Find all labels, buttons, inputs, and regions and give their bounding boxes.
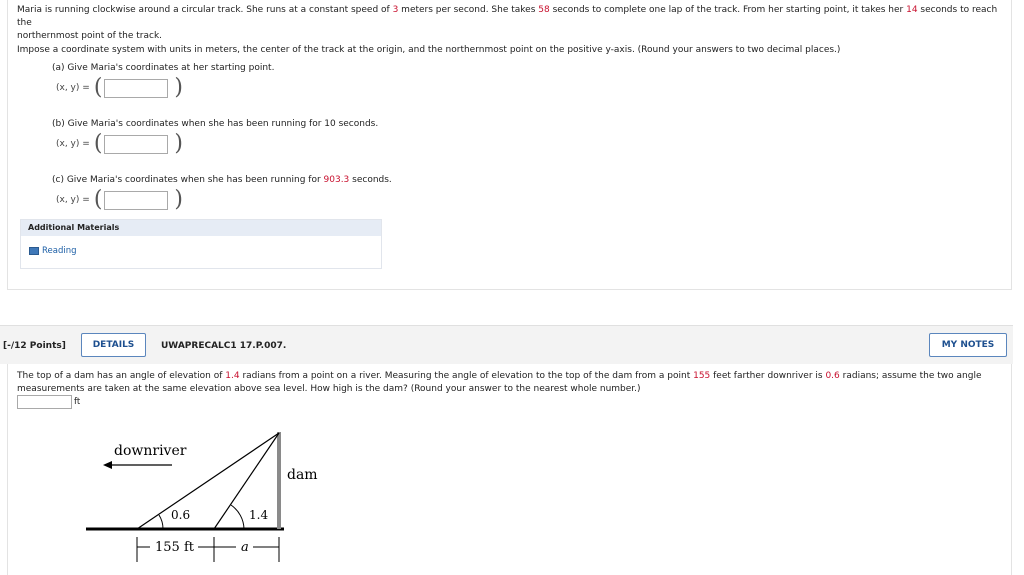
sight-line-near: [214, 433, 279, 529]
part-c-text: seconds.: [349, 175, 392, 185]
speed-value: 3: [392, 5, 399, 15]
problem-text-part: measurements are taken at the same elevation above sea level. How high is the dam? (Round your answer to the nearest whole number.): [17, 384, 641, 394]
additional-materials-heading: Additional Materials: [21, 220, 381, 236]
angle-large-label: 1.4: [249, 508, 269, 522]
problem-text-part: seconds to complete one lap of the track. From her starting point, it takes her: [549, 5, 907, 15]
angle-arc-small: [159, 515, 163, 529]
distance-value: 155: [693, 371, 711, 381]
part-c-text: (c) Give Maria's coordinates when she has been running for: [52, 175, 324, 185]
unit-label: ft: [74, 397, 81, 407]
problem-code: UWAPRECALC1 17.P.007.: [161, 341, 287, 351]
a-label: a: [241, 540, 249, 555]
part-c-time-value: 903.3: [323, 175, 350, 185]
angle-2-value: 0.6: [825, 371, 840, 381]
downriver-label: downriver: [114, 443, 187, 459]
open-paren: (: [93, 187, 103, 212]
problem-text-part: The top of a dam has an angle of elevation of: [17, 371, 226, 381]
distance-155-label: 155 ft: [155, 540, 194, 555]
lap-time-value: 58: [538, 5, 550, 15]
problem-text-part: Maria is running clockwise around a circular track. She runs at a constant speed of: [17, 5, 393, 15]
close-paren: ): [174, 131, 183, 156]
open-paren: (: [93, 131, 103, 156]
close-paren: ): [174, 75, 183, 100]
problem-text-part: seconds to reach the: [17, 5, 998, 28]
coord-label: (x, y) =: [56, 139, 90, 149]
problem-text-part: meters per second. She takes: [398, 5, 539, 15]
details-button[interactable]: DETAILS: [81, 333, 146, 357]
part-b-question: (b) Give Maria's coordinates when she has been running for 10 seconds.: [52, 119, 379, 129]
angle-arc-large: [231, 505, 244, 529]
problem-text-part: radians from a point on a river. Measuring the angle of elevation to the top of the dam from a point: [239, 371, 694, 381]
coord-label: (x, y) =: [56, 83, 90, 93]
points-label: [-/12 Points]: [3, 341, 66, 351]
problem-text-part: radians; assume the two angle: [839, 371, 982, 381]
problem-text-part: northernmost point of the track.: [17, 31, 163, 41]
my-notes-button[interactable]: MY NOTES: [929, 333, 1007, 357]
coord-label: (x, y) =: [56, 195, 90, 205]
dam-label: dam: [287, 467, 318, 483]
problem-text-part: feet farther downriver is: [710, 371, 826, 381]
north-time-value: 14: [906, 5, 918, 15]
close-paren: ): [174, 187, 183, 212]
instructions-text: Impose a coordinate system with units in meters, the center of the track at the origin, and the northernmost point on the positive y-axis. (Round your answers to two decimal places.): [17, 45, 841, 55]
angle-small-label: 0.6: [171, 508, 191, 522]
reading-link-label[interactable]: Reading: [42, 246, 77, 256]
angle-1-value: 1.4: [225, 371, 240, 381]
part-a-question: (a) Give Maria's coordinates at her starting point.: [52, 63, 275, 73]
arrow-head-icon: [103, 461, 112, 469]
open-paren: (: [93, 75, 103, 100]
